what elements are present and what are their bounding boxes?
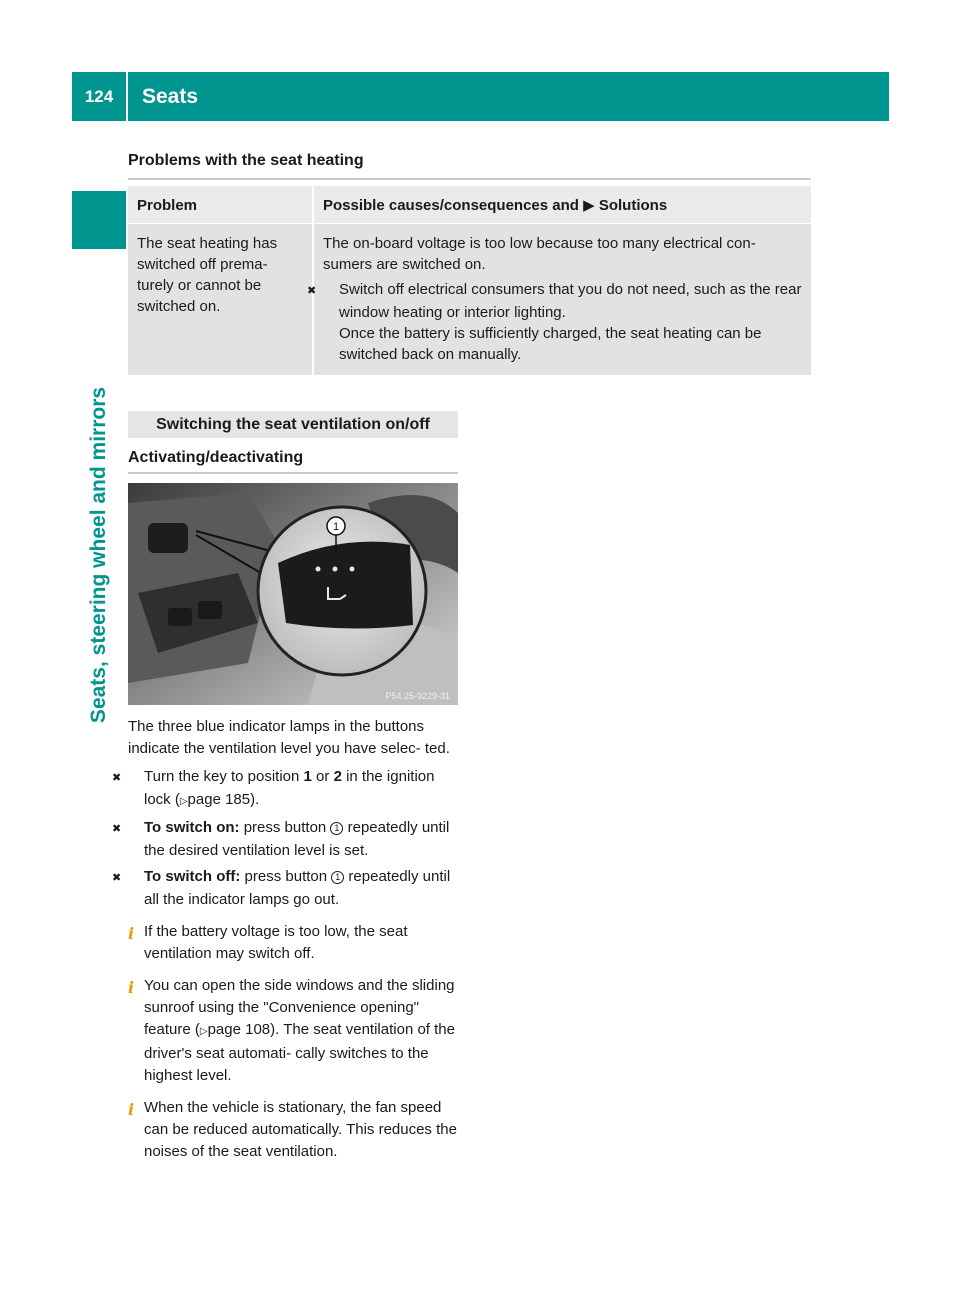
button-1-callout: 1 [331, 871, 344, 884]
info2-text-b: ). The seat ventilation of the driver's seat automati- cally switches to the highest level. [144, 1021, 455, 1084]
info-note-convenience-opening [128, 975, 458, 1087]
info-icon: i [128, 924, 135, 943]
step-turn-key [112, 766, 458, 813]
info-icon: i [128, 1100, 135, 1119]
side-chapter-label: Seats, steering wheel and mirrors [87, 386, 110, 724]
switch-on-label: To switch on: [144, 819, 240, 836]
solution-step-text: Switch off electrical consumers that you do not need, such as the rear window heating or interior lighting. [339, 281, 802, 321]
info-note-battery [128, 921, 458, 965]
cause-text: The on-board voltage is too low because too many electrical con- sumers are switched on. [323, 235, 756, 273]
image-reference-code: P54.25-9229-31 [385, 691, 450, 701]
problems-heading: Problems with the seat heating [128, 152, 811, 180]
door-panel-illustration [128, 483, 458, 705]
solutions-header-suffix: Solutions [594, 197, 668, 214]
solution-note: Once the battery is sufficiently charged, the seat heating can be switched back on manually. [339, 325, 762, 363]
problems-table [128, 186, 811, 375]
step3-text-b: repeatedly until all the indicator lamps go out. [144, 868, 451, 908]
step-switch-on [112, 817, 458, 862]
step1-text-b: in the ignition lock ( [144, 768, 435, 808]
step-arrow-icon: ✖ [112, 772, 122, 784]
solutions-column-header [313, 186, 811, 224]
step3-text-a: press button [240, 868, 332, 885]
page-ref-arrow-icon: ▷ [199, 1026, 208, 1037]
problem-cell: The seat heating has switched off prema- turely or cannot be switched on. [128, 224, 313, 376]
callout-1: 1 [332, 521, 340, 533]
info2-text-a: You can open the side windows and the sliding sunroof using the "Convenience opening" feature ( [144, 977, 455, 1038]
play-arrow-icon: ▶ [583, 197, 595, 214]
info2-page-ref[interactable]: page 108 [207, 1021, 271, 1038]
page-number: 124 [84, 86, 114, 106]
info-note-stationary [128, 1097, 458, 1163]
ventilation-section-title: Switching the seat ventilation on/off [128, 411, 458, 438]
solution-cell [307, 224, 811, 376]
page-ref-arrow-icon: ▷ [179, 796, 188, 807]
page-header [72, 72, 889, 121]
chapter-title: Seats [142, 84, 199, 108]
info1-text: If the battery voltage is too low, the seat ventilation may switch off. [144, 923, 408, 962]
side-tab-marker [72, 191, 126, 249]
button-1-callout: 1 [330, 822, 343, 835]
step1-text-a: Turn the key to position [144, 768, 304, 785]
step-arrow-icon: ✖ [112, 872, 122, 884]
table-header-row [128, 186, 811, 224]
switch-off-label: To switch off: [144, 868, 241, 885]
door-panel-photo [128, 483, 458, 705]
step1-position-2: 2 [333, 768, 342, 785]
step-arrow-icon: ✖ [112, 823, 122, 835]
ventilation-body [112, 716, 458, 1163]
info-icon: i [128, 978, 135, 997]
step-arrow-icon: ✖ [307, 285, 317, 297]
intro-paragraph: The three blue indicator lamps in the buttons indicate the ventilation level you have selec- ted. [128, 718, 450, 757]
step-switch-off [112, 866, 458, 911]
step1-position-1: 1 [303, 768, 312, 785]
step1-page-ref[interactable]: page 185). [187, 791, 260, 808]
activating-subheading: Activating/deactivating [128, 449, 458, 474]
step1-or: or [311, 768, 334, 785]
solution-step [307, 279, 802, 323]
solutions-header-prefix: Possible causes/consequences and [323, 197, 584, 214]
table-row [128, 224, 811, 376]
info3-text: When the vehicle is stationary, the fan speed can be reduced automatically. This reduces the noises of the seat ventilation. [144, 1099, 457, 1160]
step2-text-b: repeatedly until the desired ventilation level is set. [144, 819, 450, 859]
step2-text-a: press button [239, 819, 331, 836]
side-label-container [72, 360, 126, 750]
problem-column-header: Problem [128, 186, 313, 224]
